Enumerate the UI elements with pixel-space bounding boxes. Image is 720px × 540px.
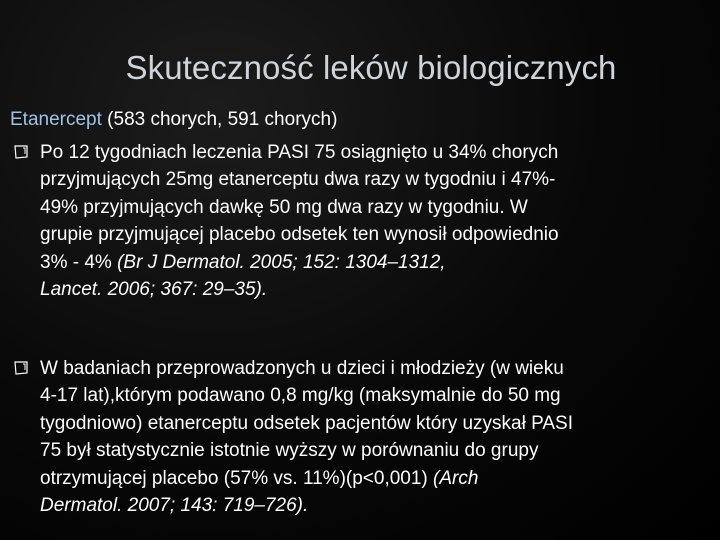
bullet-item (14, 355, 720, 519)
bullet-line: tygodniowo) etanerceptu odsetek pacjentów który uzyskał PASI (40, 412, 573, 434)
bullet-line: 49% przyjmujących dawkę 50 mg dwa razy w tygodniu. W (40, 196, 528, 218)
citation: (Br J Dermatol. 2005; 152: 1304–1312, (117, 251, 446, 273)
slide-subtitle (10, 108, 337, 132)
bullet-text-run: 3% - 4% (40, 251, 118, 273)
bullet-line (40, 492, 720, 519)
bullet-line: Po 12 tygodniach leczenia PASI 75 osiągnięto u 34% chorych (40, 142, 559, 163)
bullet-text-run: otrzymującej placebo (57% vs. 11%)(p<0,001) (40, 467, 434, 489)
drug-name: Etanercept (10, 109, 102, 130)
square-bullet-icon (14, 361, 28, 375)
bullet-line (40, 276, 720, 303)
citation: (Arch (433, 467, 479, 489)
square-bullet-icon (14, 145, 28, 159)
bullet-text (40, 355, 720, 519)
bullet-line: przyjmujących 25mg etanerceptu dwa razy w tygodniu i 47%- (40, 169, 556, 191)
patient-counts: (583 chorych, 591 chorych) (101, 109, 338, 130)
bullet-line (40, 465, 720, 492)
bullet-line (40, 249, 720, 276)
bullet-item (14, 139, 720, 303)
bullet-text (40, 139, 720, 303)
slide-title: Skuteczność leków biologicznych (125, 49, 617, 86)
bullet-line: grupie przyjmującej placebo odsetek ten wynosił odpowiednio (40, 224, 559, 246)
citation: Dermatol. 2007; 143: 719–726). (40, 495, 309, 517)
bullet-line: 75 był statystycznie istotnie wyższy w porównaniu do grupy (40, 440, 539, 462)
bullet-line: W badaniach przeprowadzonych u dzieci i młodzieży (w wieku (40, 358, 564, 379)
citation: Lancet. 2006; 367: 29–35). (40, 279, 268, 301)
bullet-line: 4-17 lat),którym podawano 0,8 mg/kg (maksymalnie do 50 mg (40, 385, 561, 407)
